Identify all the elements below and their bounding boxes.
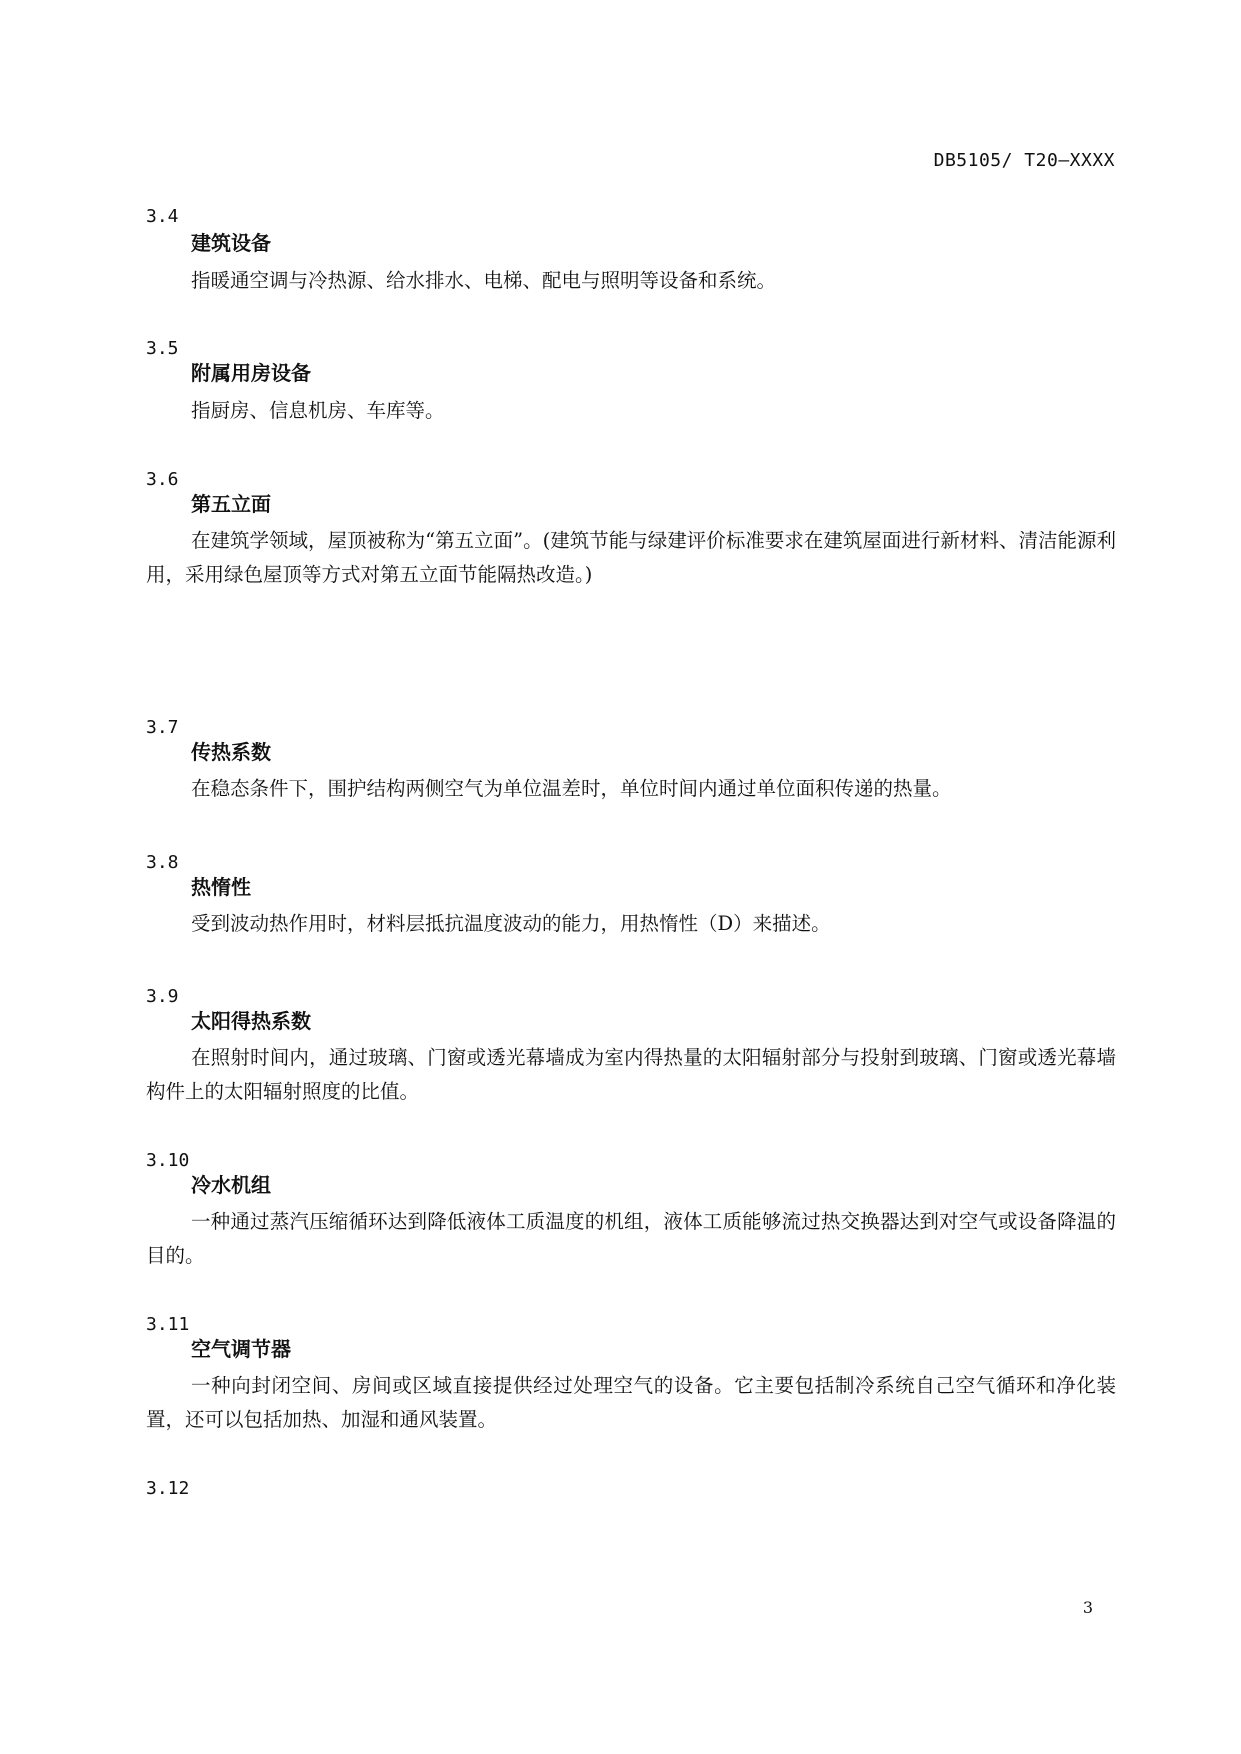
- term-title: 第五立面: [191, 492, 271, 516]
- term-definition: 受到波动热作用时，材料层抵抗温度波动的能力，用热惰性（D）来描述。: [191, 912, 831, 935]
- section-number: 3.4: [146, 206, 179, 227]
- term-definition: 一种通过蒸汽压缩循环达到降低液体工质温度的机组，液体工质能够流过热交换器达到对空气或设备降温的目的。: [146, 1210, 1116, 1267]
- section-number: 3.8: [146, 852, 179, 873]
- term-title: 太阳得热系数: [191, 1009, 311, 1033]
- term-definition: 在建筑学领域，屋顶被称为“第五立面”。(建筑节能与绿建评价标准要求在建筑屋面进行新材料、清洁能源利用，采用绿色屋顶等方式对第五立面节能隔热改造。): [146, 529, 1116, 586]
- term-title: 建筑设备: [191, 231, 271, 255]
- term-title: 附属用房设备: [191, 361, 311, 385]
- term-definition: 指厨房、信息机房、车库等。: [191, 399, 445, 422]
- term-title: 空气调节器: [191, 1337, 291, 1361]
- term-title: 热惰性: [191, 875, 251, 899]
- term-title: 冷水机组: [191, 1173, 271, 1197]
- section-number: 3.10: [146, 1150, 190, 1171]
- document-code: DB5105/ T20—XXXX: [933, 150, 1115, 171]
- section-number: 3.9: [146, 986, 179, 1007]
- section-number: 3.11: [146, 1314, 190, 1335]
- term-definition: 一种向封闭空间、房间或区域直接提供经过处理空气的设备。它主要包括制冷系统自己空气循环和净化装置，还可以包括加热、加湿和通风装置。: [146, 1374, 1116, 1431]
- page-number: 3: [1082, 1598, 1093, 1617]
- section-number: 3.5: [146, 338, 179, 359]
- section-number: 3.12: [146, 1478, 190, 1499]
- term-definition: 指暖通空调与冷热源、给水排水、电梯、配电与照明等设备和系统。: [191, 269, 777, 292]
- section-number: 3.7: [146, 717, 179, 738]
- term-definition: 在稳态条件下，围护结构两侧空气为单位温差时，单位时间内通过单位面积传递的热量。: [191, 777, 952, 800]
- term-title: 传热系数: [191, 740, 271, 764]
- term-definition: 在照射时间内，通过玻璃、门窗或透光幕墙成为室内得热量的太阳辐射部分与投射到玻璃、门窗或透光幕墙构件上的太阳辐射照度的比值。: [146, 1046, 1116, 1103]
- section-number: 3.6: [146, 469, 179, 490]
